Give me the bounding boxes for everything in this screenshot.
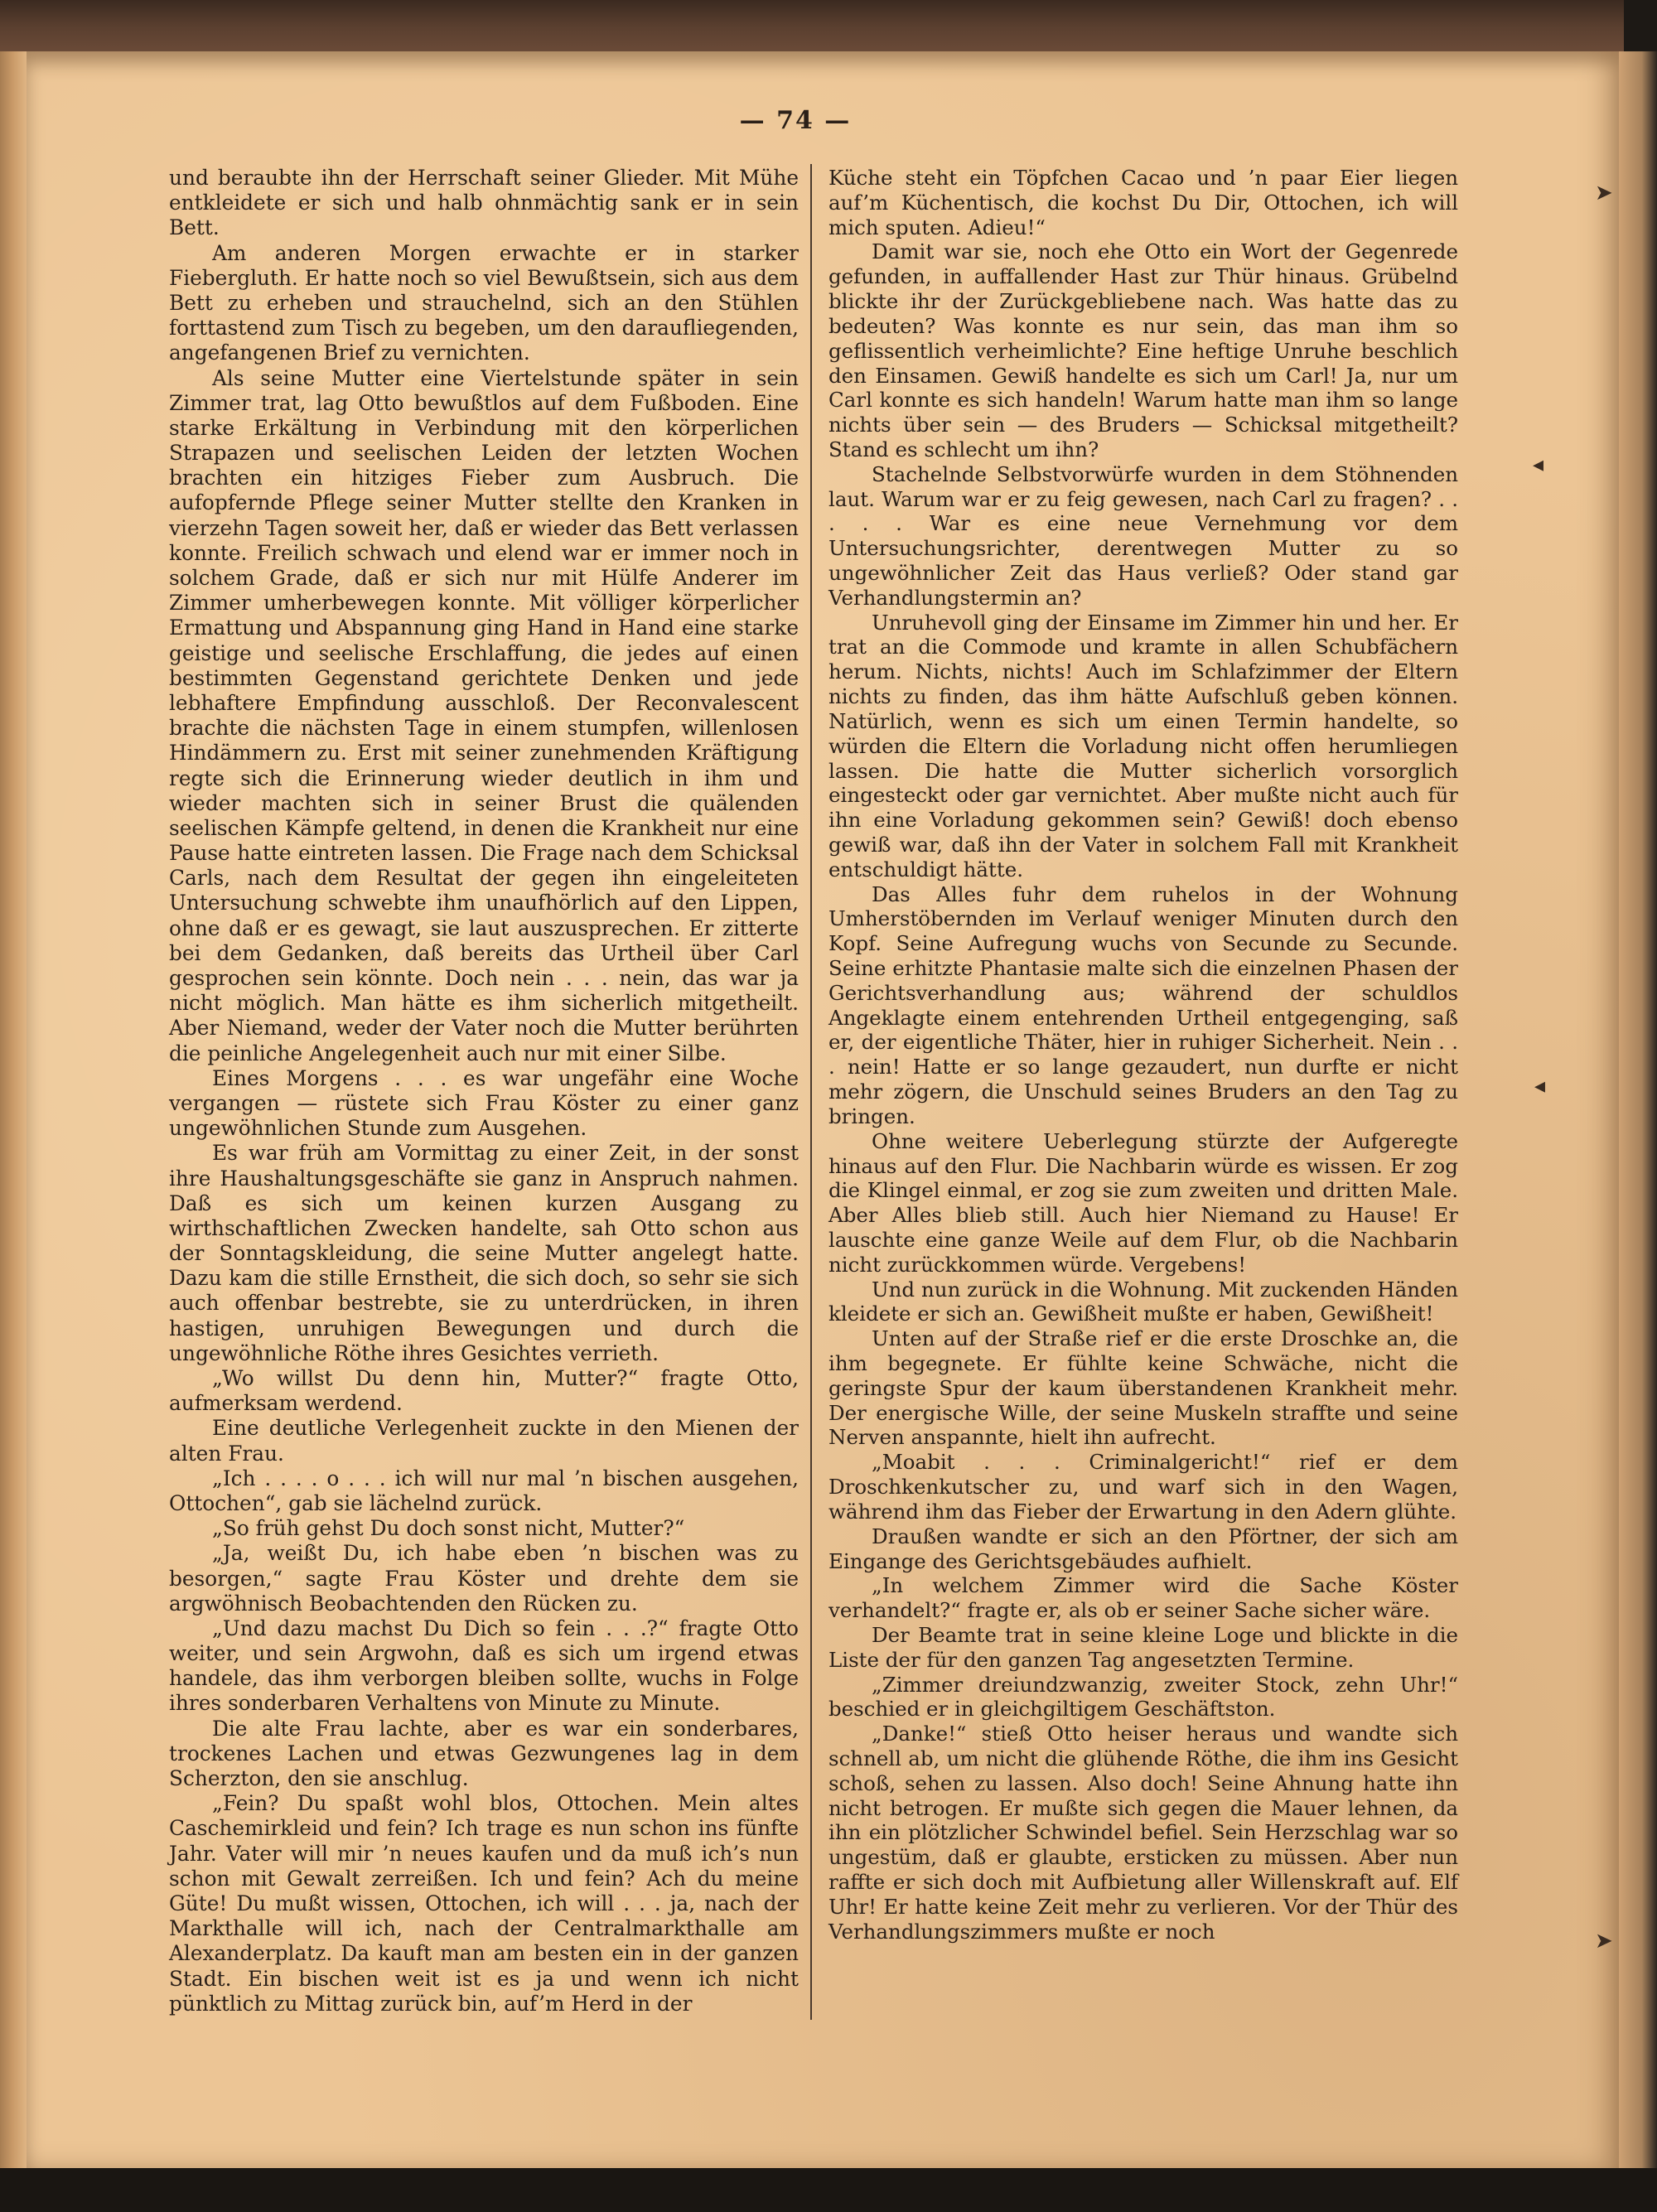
paragraph: Ohne weitere Ueberlegung stürzte der Aufgeregte hinaus auf den Flur. Die Nachbarin würde es wissen. Er zog die Klingel einmal, er zog sie zum zweiten und dritten Male. Aber Alles blieb still. Auch hier Niemand zu Hause! Er lauschte eine ganze Weile auf dem Flur, ob die Nachbarin nicht zurückkommen würde. Vergebens!	[828, 1128, 1458, 1277]
paragraph: Stachelnde Selbstvorwürfe wurden in dem Stöhnenden laut. Warum war er zu feig gewesen, nach Carl zu fragen? . . . . . War es eine neue Vernehmung vor dem Untersuchungsrichter, derentwegen Mutter zu so ungewöhnlicher Zeit das Haus verließ? Oder stand gar Verhandlungstermin an?	[828, 461, 1458, 610]
paragraph: Das Alles fuhr dem ruhelos in der Wohnung Umherstöbernden im Verlauf weniger Minuten durch den Kopf. Seine Aufregung wuchs von Secunde zu Secunde. Seine erhitzte Phantasie malte sich die einzelnen Phasen der Gerichtsverhandlung aus; während der schuldlos Angeklagte einem entehrenden Urtheil entgegenging, saß er, der eigentliche Thäter, hier in ruhiger Sicherheit. Nein . . . nein! Hatte er so lange gezaudert, nun durfte er nicht mehr zögern, die Unschuld seines Bruders an den Tag zu bringen.	[828, 881, 1458, 1128]
paragraph: „Und dazu machst Du Dich so fein . . .?“ fragte Otto weiter, und sein Argwohn, daß es sich um irgend etwas handele, das ihm verborgen bleiben sollte, wuchs in Folge ihres sonderbaren Verhaltens von Minute zu Minute.	[169, 1616, 799, 1716]
column-divider	[810, 164, 812, 2020]
paragraph: Die alte Frau lachte, aber es war ein sonderbares, trockenes Lachen und etwas Gezwungenes lag in dem Scherzton, den sie anschlug.	[169, 1716, 799, 1790]
margin-arrow-icon: ➤	[1595, 181, 1613, 205]
page-tab-icon: ◂	[1534, 1074, 1546, 1099]
page-stack-edge-left	[0, 51, 28, 2168]
paragraph: Küche steht ein Töpfchen Cacao und ’n paar Eier liegen auf’m Küchentisch, die kochst Du Dir, Ottochen, ich will mich sputen. Adieu!“	[828, 166, 1458, 239]
text-column-right	[828, 166, 1458, 2030]
paragraph: Als seine Mutter eine Viertelstunde später in sein Zimmer trat, lag Otto bewußtlos auf dem Fußboden. Eine starke Erkältung in Verbindung mit den körperlichen Strapazen und seelischen Leiden der letzten Wochen brachten ein hitziges Fieber zum Ausbruch. Die aufopfernde Pflege seiner Mutter stellte den Kranken in vierzehn Tagen soweit her, daß er wieder das Bett verlassen konnte. Freilich schwach und elend war er immer noch in solchem Grade, daß er sich nur mit Hülfe Anderer im Zimmer umherbewegen konnte. Mit völliger körperlicher Ermattung und Abspannung ging Hand in Hand eine starke geistige und seelische Erschlaffung, die jedes auf einen bestimmten Gegenstand gerichtete Denken und jede lebhaftere Empfindung ausschloß. Der Reconvalescent brachte die nächsten Tage in einem stumpfen, willenlosen Hindämmern zu. Erst mit seiner zunehmenden Kräftigung regte sich die Erinnerung wieder deutlich in ihm und wieder machten sich in seiner Brust die quälenden seelischen Kämpfe geltend, in denen die Krankheit nur eine Pause hatte eintreten lassen. Die Frage nach dem Schicksal Carls, nach dem Resultat der gegen ihn eingeleiteten Untersuchung schwebte ihm unaufhörlich auf den Lippen, ohne daß er es gewagt, sie laut auszusprechen. Er zitterte bei dem Gedanken, daß bereits das Urtheil über Carl gesprochen sein könnte. Doch nein . . . nein, das war ja nicht möglich. Man hätte es ihm sicherlich mitgetheilt. Aber Niemand, weder der Vater noch die Mutter berührten die peinliche Angelegenheit auch nur mit einer Silbe.	[169, 365, 799, 1065]
paragraph: „Wo willst Du denn hin, Mutter?“ fragte Otto, aufmerksam werdend.	[169, 1366, 799, 1416]
paragraph: Der Beamte trat in seine kleine Loge und blickte in die Liste der für den ganzen Tag angesetzten Termine.	[828, 1622, 1458, 1672]
paragraph: „Moabit . . . Criminalgericht!“ rief er dem Droschkenkutscher zu, und warf sich in den Wagen, während ihm das Fieber der Erwartung in den Adern glühte.	[828, 1450, 1458, 1524]
paragraph: Und nun zurück in die Wohnung. Mit zuckenden Händen kleidete er sich an. Gewißheit mußte er haben, Gewißheit!	[828, 1277, 1458, 1326]
paragraph: „Zimmer dreiundzwanzig, zweiter Stock, zehn Uhr!“ beschied er in gleichgiltigem Geschäftston.	[828, 1672, 1458, 1722]
page-stack-edge-right	[1619, 51, 1657, 2212]
scan-bottom-margin	[0, 2168, 1657, 2212]
paragraph: Unruhevoll ging der Einsame im Zimmer hin und her. Er trat an die Commode und kramte in allen Schubfächern herum. Nichts, nichts! Auch im Schlafzimmer der Eltern nichts zu finden, das ihm hätte Aufschluß geben können. Natürlich, wenn es sich um einen Termin handelte, so würden die Eltern die Vorladung nicht offen herumliegen lassen. Die hatte die Mutter sicherlich vorsorglich eingesteckt oder gar vernichtet. Aber mußte nicht auch für ihn eine Vorladung gekommen sein? Gewiß! doch ebenso gewiß war, daß ihn der Vater in solchem Fall mit Krankheit entschuldigt hätte.	[828, 610, 1458, 881]
paragraph: „So früh gehst Du doch sonst nicht, Mutter?“	[212, 1516, 685, 1541]
paragraph: „Ja, weißt Du, ich habe eben ’n bischen was zu besorgen,“ sagte Frau Köster und drehte dem sie argwöhnisch Beobachtenden den Rücken zu.	[169, 1541, 799, 1616]
paragraph: Unten auf der Straße rief er die erste Droschke an, die ihm begegnete. Er fühlte keine Schwäche, nicht die geringste Spur der kaum überstandenen Krankheit mehr. Der energische Wille, der seine Muskeln straffte und seine Nerven anspannte, hielt ihn aufrecht.	[828, 1326, 1458, 1450]
text-column-left	[169, 166, 799, 2030]
paragraph: Es war früh am Vormittag zu einer Zeit, in der sonst ihre Haushaltungsgeschäfte sie ganz in Anspruch nahmen. Daß es sich um keinen kurzen Ausgang zu wirthschaftlichen Zwecken handelte, sah Otto schon aus der Sonntagskleidung, die seine Mutter angelegt hatte. Dazu kam die stille Ernstheit, die sich doch, so sehr sie sich auch offenbar bestrebte, sie zu unterdrücken, in ihren hastigen, unruhigen Bewegungen und durch die ungewöhnliche Röthe ihres Gesichtes verrieth.	[169, 1141, 799, 1365]
paragraph: Am anderen Morgen erwachte er in starker Fiebergluth. Er hatte noch so viel Bewußtsein, sich aus dem Bett zu erheben und strauchelnd, sich an den Stühlen forttastend zum Tisch zu begeben, um den daraufliegenden, angefangenen Brief zu vernichten.	[169, 240, 799, 365]
paragraph: Eine deutliche Verlegenheit zuckte in den Mienen der alten Frau.	[169, 1416, 799, 1466]
page-tab-icon: ◂	[1533, 452, 1544, 477]
paragraph: Eines Morgens . . . es war ungefähr eine Woche vergangen — rüstete sich Frau Köster zu einer ganz ungewöhnlichen Stunde zum Ausgehen.	[169, 1065, 799, 1141]
paragraph: Damit war sie, noch ehe Otto ein Wort der Gegenrede gefunden, in auffallender Hast zur Thür hinaus. Grübelnd blickte ihr der Zurückgebliebene nach. Was hatte das zu bedeuten? Was konnte es nur sein, das man ihm so geflissentlich verheimlichte? Eine heftige Unruhe beschlich den Einsamen. Gewiß handelte es sich um Carl! Ja, nur um Carl konnte es sich handeln! Warum hatte man ihm so lange nichts über sein — des Bruders — Schicksal mitgetheilt? Stand es schlecht um ihn?	[828, 239, 1458, 461]
paragraph: „Danke!“ stieß Otto heiser heraus und wandte sich schnell ab, um nicht die glühende Röthe, die ihm ins Gesicht schoß, sehen zu lassen. Also doch! Seine Ahnung hatte ihn nicht betrogen. Er mußte sich gegen die Mauer lehnen, da ihn ein plötzlicher Schwindel befiel. Sein Herzschlag war so ungestüm, daß er glaubte, ersticken zu müssen. Aber nun raffte er sich doch mit Aufbietung aller Willenskraft auf. Elf Uhr! Er hatte keine Zeit mehr zu verlieren. Vor der Thür des Verhandlungszimmers mußte er noch	[828, 1722, 1458, 1944]
page-number: — 74 —	[739, 106, 852, 135]
paragraph: „In welchem Zimmer wird die Sache Köster verhandelt?“ fragte er, als ob er seiner Sache sicher wäre.	[828, 1573, 1458, 1623]
paragraph: „Fein? Du spaßt wohl blos, Ottochen. Mein altes Caschemirkleid und fein? Ich trage es nun schon ins fünfte Jahr. Vater will mir ’n neues kaufen und da muß ich’s nun schon mit Gewalt zerreißen. Ich und fein? Ach du meine Güte! Du mußt wissen, Ottochen, ich will . . . ja, nach der Markthalle will ich, nach der Centralmarkthalle am Alexanderplatz. Da kauft man am besten ein in der ganzen Stadt. Ein bischen weit ist es ja und wenn ich nicht pünktlich zu Mittag zurück bin, auf’m Herd in der	[169, 1791, 799, 2016]
paragraph: Draußen wandte er sich an den Pförtner, der sich am Eingange des Gerichtsgebäudes aufhielt.	[828, 1524, 1458, 1573]
margin-arrow-icon: ➤	[1595, 1929, 1613, 1954]
paragraph: und beraubte ihn der Herrschaft seiner Glieder. Mit Mühe entkleidete er sich und halb ohnmächtig sank er in sein Bett.	[169, 166, 799, 240]
paragraph: „Ich . . . . o . . . ich will nur mal ’n bischen ausgehen, Ottochen“, gab sie lächelnd zurück.	[169, 1466, 799, 1515]
